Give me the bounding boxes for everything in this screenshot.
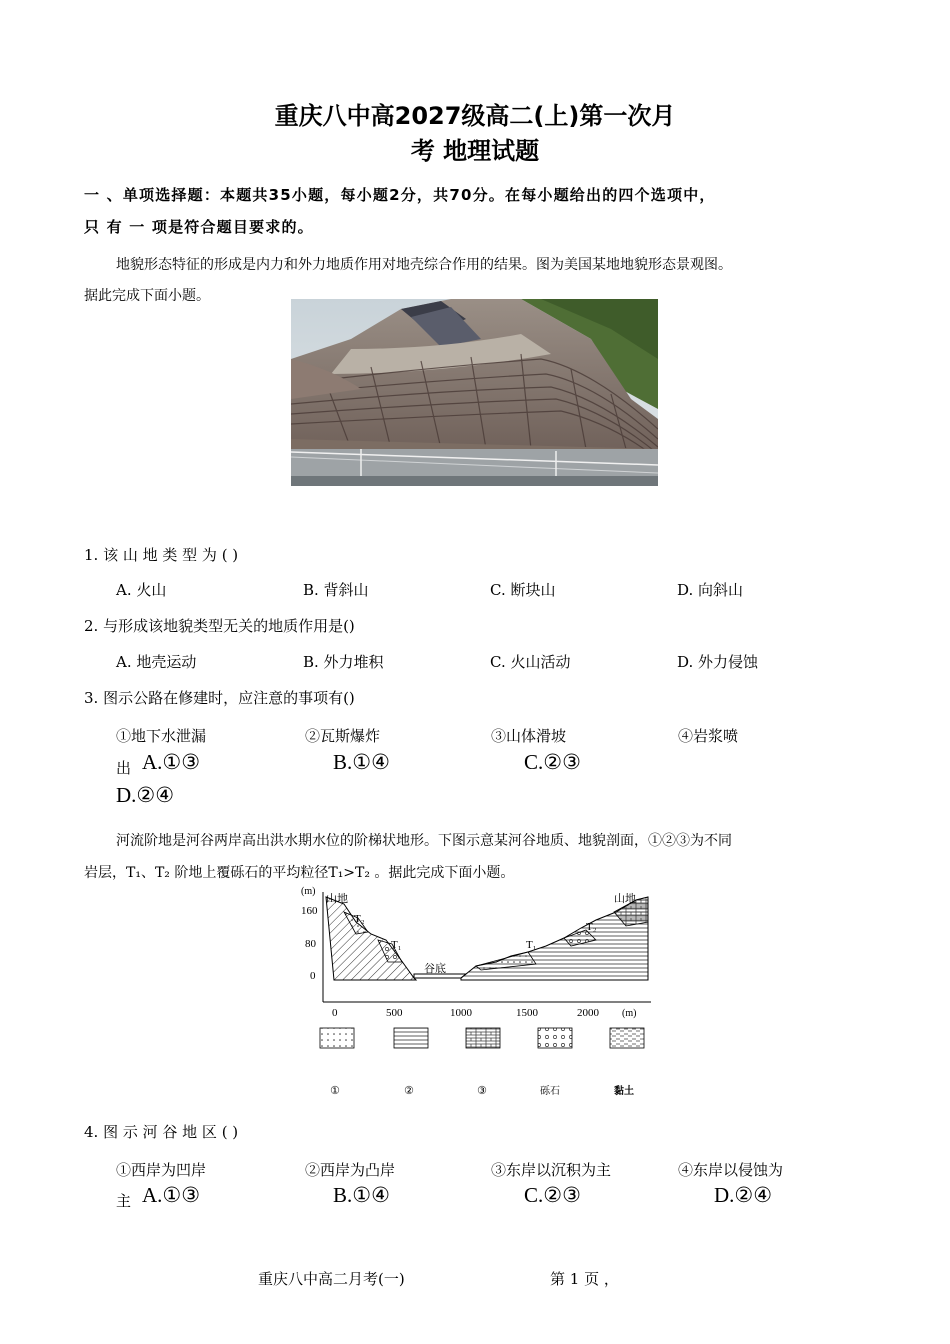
question-4-stem: 4. 图 示 河 谷 地 区 ( ) <box>84 1123 239 1141</box>
q2-option-d[interactable]: D. 外力侵蚀 <box>677 653 759 671</box>
label-t2-left: T₂ <box>354 913 365 925</box>
x-tick-1500: 1500 <box>516 1007 538 1019</box>
landform-photo-svg <box>291 299 658 486</box>
label-t1-right: T₁ <box>526 939 537 951</box>
label-valley: 谷底 <box>424 962 446 975</box>
q3-item-4-tail: 出 <box>116 759 132 777</box>
landform-photo <box>291 299 658 486</box>
q4-answer-a[interactable]: A.①③ <box>142 1183 201 1207</box>
left-slope-rock <box>326 897 416 980</box>
q4-item-2: ②西岸为凸岸 <box>305 1161 396 1179</box>
q1-option-c[interactable]: C. 断块山 <box>490 581 556 599</box>
q3-answer-c[interactable]: C.②③ <box>524 750 581 774</box>
question-3-stem: 3. 图示公路在修建时，应注意的事项有() <box>84 689 355 707</box>
q4-item-3: ③东岸以沉积为主 <box>491 1161 612 1179</box>
legend-label-clay: 黏土 <box>614 1086 634 1097</box>
intro1-line2: 据此完成下面小题。 <box>84 288 210 304</box>
q1-option-d[interactable]: D. 向斜山 <box>677 581 744 599</box>
question-1-stem: 1. 该 山 地 类 型 为 ( ) <box>84 546 239 564</box>
legend-box-2 <box>394 1028 428 1048</box>
page-title-line1: 重庆八中高2027级高二(上)第一次月 <box>274 102 676 130</box>
q4-item-4-tail: 主 <box>116 1192 132 1210</box>
legend-box-gravel <box>538 1028 572 1048</box>
river-valley-diagram-svg <box>296 882 661 1100</box>
intro2-line2: 岩层，T₁、T₂ 阶地上覆砾石的平均粒径T₁>T₂ 。据此完成下面小题。 <box>84 865 515 881</box>
q3-item-4: ④岩浆喷 <box>678 727 739 745</box>
q4-item-4: ④东岸以侵蚀为 <box>678 1161 784 1179</box>
q4-answer-b[interactable]: B.①④ <box>333 1183 390 1207</box>
legend-label-1: ① <box>330 1084 340 1097</box>
x-tick-1000: 1000 <box>450 1007 472 1019</box>
x-tick-500: 500 <box>386 1007 403 1019</box>
label-mountain-right: 山地 <box>614 892 636 905</box>
q4-item-1: ①西岸为凹岸 <box>116 1161 207 1179</box>
y-tick-0: 0 <box>310 970 316 982</box>
legend-box-3 <box>466 1028 500 1048</box>
y-tick-80: 80 <box>305 938 316 950</box>
q3-item-1: ①地下水泄漏 <box>116 727 207 745</box>
intro1-line1: 地貌形态特征的形成是内力和外力地质作用对地壳综合作用的结果。图为美国某地地貌形态景观图。 <box>116 257 732 273</box>
footer-exam-name: 重庆八中高二月考(一) <box>258 1270 405 1288</box>
x-tick-2000: 2000 <box>577 1007 599 1019</box>
label-t2-right: T₂ <box>586 921 597 933</box>
q1-option-b[interactable]: B. 背斜山 <box>303 581 369 599</box>
label-mountain-left: 山地 <box>326 892 348 905</box>
legend-label-3: ③ <box>477 1084 487 1097</box>
q3-item-2: ②瓦斯爆炸 <box>305 727 381 745</box>
q3-answer-b[interactable]: B.①④ <box>333 750 390 774</box>
q4-answer-d[interactable]: D.②④ <box>714 1183 773 1207</box>
question-2-stem: 2. 与形成该地貌类型无关的地质作用是() <box>84 617 355 635</box>
q2-option-b[interactable]: B. 外力堆积 <box>303 653 384 671</box>
x-axis-unit: (m) <box>622 1008 637 1019</box>
page-title-line2: 考 地理试题 <box>410 137 540 165</box>
section-heading-line1: 一 、单项选择题：本题共35小题，每小题2分，共70分。在每小题给出的四个选项中， <box>84 186 716 204</box>
q3-answer-d[interactable]: D.②④ <box>116 783 175 807</box>
intro2-line1: 河流阶地是河谷两岸高出洪水期水位的阶梯状地形。下图示意某河谷地质、地貌剖面，①②③为不同 <box>116 833 732 849</box>
legend-label-gravel: 砾石 <box>540 1086 560 1097</box>
section-heading-line2: 只 有 一 项是符合题目要求的。 <box>84 218 314 236</box>
river-valley-diagram <box>296 882 661 1100</box>
q3-item-3: ③山体滑坡 <box>491 727 567 745</box>
legend-label-2: ② <box>404 1084 414 1097</box>
y-tick-160: 160 <box>301 905 318 917</box>
footer-page-number: 第 1 页 ， <box>550 1270 619 1288</box>
q2-option-c[interactable]: C. 火山活动 <box>490 653 571 671</box>
legend-box-clay <box>610 1028 644 1048</box>
x-tick-0: 0 <box>332 1007 338 1019</box>
legend-box-1 <box>320 1028 354 1048</box>
q1-option-a[interactable]: A. 火山 <box>116 581 167 599</box>
q2-option-a[interactable]: A. 地壳运动 <box>116 653 197 671</box>
y-axis-unit: (m) <box>301 886 316 897</box>
q4-answer-c[interactable]: C.②③ <box>524 1183 581 1207</box>
label-t1-left: T₁ <box>391 939 402 951</box>
q3-answer-a[interactable]: A.①③ <box>142 750 201 774</box>
